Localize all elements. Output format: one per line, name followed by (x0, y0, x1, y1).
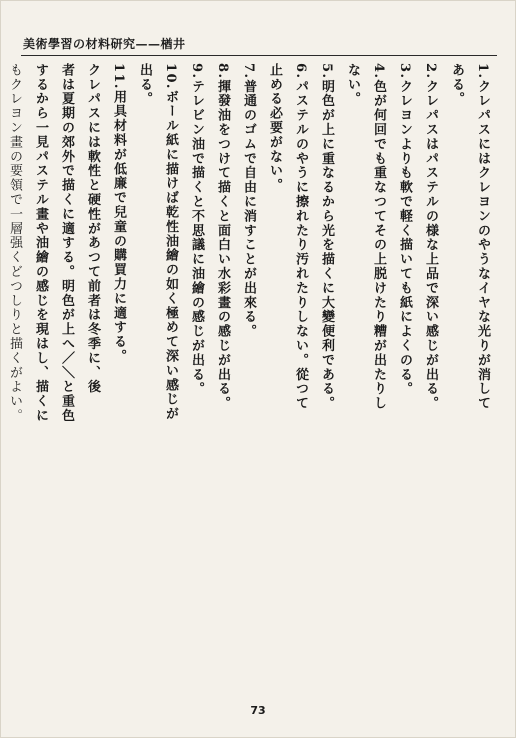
text-column: 者は夏期の郊外で描くに適する。明色が上へ／＼と重色 (59, 63, 74, 423)
text-column: もクレヨン畫の要領で一層强くどつしりと描くがよい。 (7, 63, 22, 423)
text-body (7, 63, 493, 673)
text-column: ない。 (345, 63, 360, 107)
text-column: 8.揮發油をつけて描くと面白い水彩畫の感じが出る。 (215, 63, 230, 411)
text-column: クレパスには軟性と硬性があつて前者は冬季に、後 (85, 63, 100, 395)
text-column: 2.クレパスはパステルの様な上品で深い感じが出る。 (423, 63, 438, 411)
text-column: ある。 (449, 63, 464, 107)
text-column: 3.クレヨンよりも軟で軽く描いても紙によくのる。 (397, 63, 412, 397)
text-column: 9.テレビン油で描くと不思議に油繪の感じが出る。 (189, 63, 204, 397)
text-column: 7.普通のゴムで自由に消すことが出來る。 (241, 63, 256, 339)
text-column: 10.ボール紙に描けば乾性油繪の如く極めて深い感じが (163, 63, 178, 422)
running-header: 美術學習の材料研究——楢井 (23, 37, 186, 51)
text-column: 止める必要がない。 (267, 63, 282, 193)
text-column: 出る。 (137, 63, 152, 107)
page-number: 73 (250, 704, 266, 717)
text-column: するから一見パステル畫や油繪の感じを現はし、描くに (33, 63, 48, 423)
text-column: 11.用具材料が低廉で兒童の購買力に適する。 (111, 63, 126, 364)
text-column: 4.色が何回でも重なつてその上脱けたり糟が出たりし (371, 63, 386, 411)
text-column: 5.明色が上に重なるから光を描くに大變便利である。 (319, 63, 334, 411)
header-rule (21, 55, 497, 56)
text-column: 1.クレパスにはクレヨンのやうなイヤな光りが消して (475, 63, 490, 411)
text-column: 6.パステルのやうに擦れたり汚れたりしない。從つて (293, 63, 308, 411)
